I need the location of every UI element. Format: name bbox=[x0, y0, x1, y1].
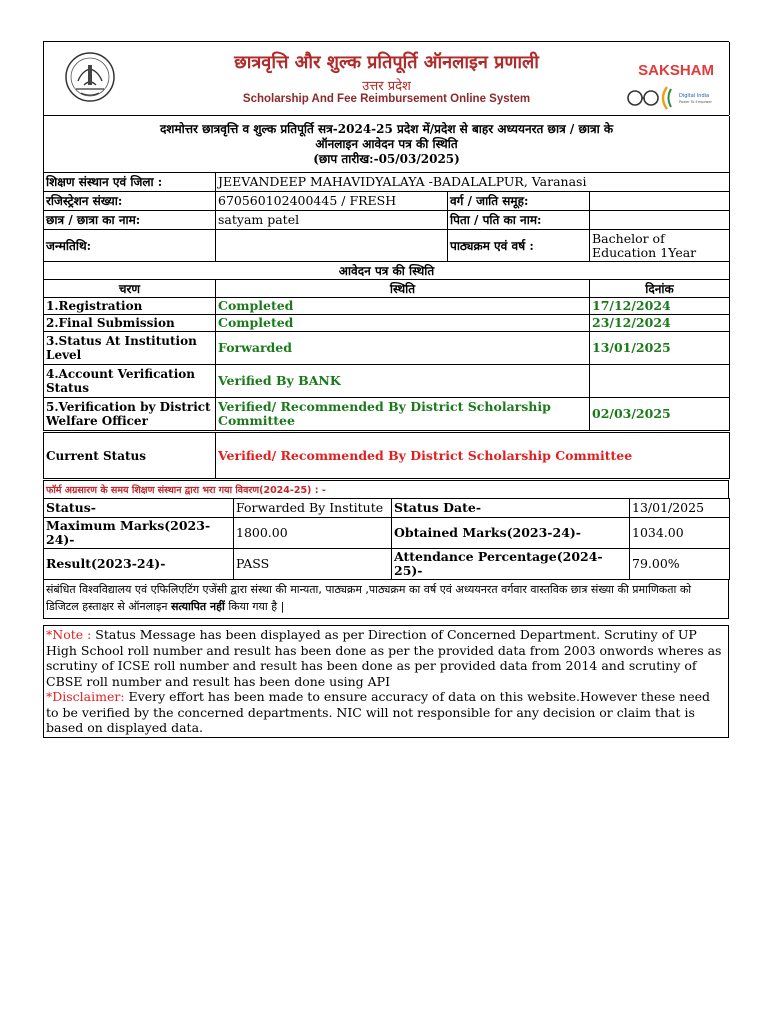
registration-value: 670560102400445 / FRESH bbox=[216, 192, 448, 211]
max-marks-value: 1800.00 bbox=[234, 518, 392, 549]
svg-text:Power To Empower: Power To Empower bbox=[679, 100, 712, 104]
stage-label: 4.Account Verification Status bbox=[44, 365, 216, 398]
category-value bbox=[590, 192, 730, 211]
stage-status: Verified By BANK bbox=[216, 365, 590, 398]
stage-status: Forwarded bbox=[216, 332, 590, 365]
stage-date bbox=[590, 365, 730, 398]
stage-label: 3.Status At Institution Level bbox=[44, 332, 216, 365]
institution-form-table bbox=[43, 498, 730, 580]
application-status-table bbox=[43, 116, 730, 479]
form-status-label: Status- bbox=[44, 499, 234, 518]
portal-title-english: Scholarship And Fee Reimbursement Online System bbox=[242, 93, 531, 105]
registration-label: रजिस्ट्रेशन संख्या: bbox=[44, 192, 216, 211]
svg-text:Digital India: Digital India bbox=[679, 93, 710, 99]
stage-date: 02/03/2025 bbox=[590, 398, 730, 432]
obtained-marks-value: 1034.00 bbox=[630, 518, 730, 549]
stage-date: 23/12/2024 bbox=[590, 315, 730, 332]
stage-status: Completed bbox=[216, 298, 590, 315]
saksham-brand: SAKSHAM bbox=[638, 62, 714, 79]
stage-label: 1.Registration bbox=[44, 298, 216, 315]
column-stage: चरण bbox=[44, 280, 216, 298]
print-date: (छाप तारीख:-05/03/2025) bbox=[313, 151, 460, 166]
dob-value bbox=[216, 230, 448, 262]
max-marks-label: Maximum Marks(2023-24)- bbox=[44, 518, 234, 549]
validity-statement: संबंधित विश्वविद्यालय एवं एफिलिएटिंग एजेंसी द्वारा संस्था की मान्यता, पाठ्यक्रम ,पाठ्यक्रम का वर्ष एवं अध्ययनरत वर्गवार वास्तविक छात्र संख्या की प्रमाणिकता को डिजिटल हस्ताक्षर से ऑनलाइन सत्यापित नहीं किया गया है | bbox=[43, 580, 729, 619]
note-text: Status Message has been displayed as per Direction of Concerned Department. Scrutiny of UP High School roll number and result has been done as per the provided data from 2003 onwords wheres as scrutiny of ICSE roll number and result has been done as per provided data from 2014 and scrutiny of CBSE roll number and result has been done using API bbox=[46, 627, 722, 689]
form-status-value: Forwarded By Institute bbox=[234, 499, 392, 518]
father-name-value bbox=[590, 211, 730, 230]
table-row bbox=[44, 398, 730, 432]
stage-date: 17/12/2024 bbox=[590, 298, 730, 315]
application-status-title: आवेदन पत्र की स्थिति bbox=[44, 262, 730, 280]
status-date-label: Status Date- bbox=[392, 499, 630, 518]
table-row bbox=[44, 315, 730, 332]
digital-india-logos-icon bbox=[625, 83, 715, 113]
column-date: दिनांक bbox=[590, 280, 730, 298]
page-header bbox=[43, 41, 729, 116]
column-status: स्थिति bbox=[216, 280, 590, 298]
disclaimer-paragraph bbox=[46, 689, 726, 736]
obtained-marks-label: Obtained Marks(2023-24)- bbox=[392, 518, 630, 549]
status-date-value: 13/01/2025 bbox=[630, 499, 730, 518]
institution-form-heading: फॉर्म अग्रसारण के समय शिक्षण संस्थान द्वारा भरा गया विवरण(2024-25) : - bbox=[43, 480, 729, 498]
attendance-value: 79.00% bbox=[630, 549, 730, 580]
not-verified-text: सत्यापित नहीं bbox=[170, 600, 225, 613]
status-heading: दशमोत्तर छात्रवृत्ति व शुल्क प्रतिपूर्ति सत्र-2024-25 प्रदेश में/प्रदेश से बाहर अध्ययनरत छात्र / छात्रा के ऑनलाइन आवेदन पत्र की स्थिति (छाप तारीख:-05/03/2025) bbox=[44, 116, 730, 173]
course-value: Bachelor of Education 1Year bbox=[590, 230, 730, 262]
current-status-value: Verified/ Recommended By District Scholarship Committee bbox=[216, 432, 730, 479]
status-report bbox=[43, 41, 729, 738]
disclaimer-tag: *Disclaimer: bbox=[46, 689, 125, 704]
table-row bbox=[44, 298, 730, 315]
table-row bbox=[44, 332, 730, 365]
father-name-label: पिता / पति का नाम: bbox=[448, 211, 590, 230]
student-name-label: छात्र / छात्रा का नाम: bbox=[44, 211, 216, 230]
notes-box bbox=[43, 625, 729, 738]
stage-label: 5.Verification by District Welfare Officer bbox=[44, 398, 216, 432]
note-paragraph bbox=[46, 627, 726, 689]
institution-value: JEEVANDEEP MAHAVIDYALAYA -BADALALPUR, Varanasi bbox=[216, 173, 730, 192]
current-status-label: Current Status bbox=[44, 432, 216, 479]
stage-status: Verified/ Recommended By District Scholarship Committee bbox=[216, 398, 590, 432]
course-label: पाठ्यक्रम एवं वर्ष : bbox=[448, 230, 590, 262]
result-value: PASS bbox=[234, 549, 392, 580]
note-tag: *Note : bbox=[46, 627, 92, 642]
stage-status: Completed bbox=[216, 315, 590, 332]
state-name: उत्तर प्रदेश bbox=[362, 79, 411, 94]
institution-label: शिक्षण संस्थान एवं जिला : bbox=[44, 173, 216, 192]
student-name-value: satyam patel bbox=[216, 211, 448, 230]
portal-title-hindi: छात्रवृत्ति और शुल्क प्रतिपूर्ति ऑनलाइन प्रणाली bbox=[234, 52, 539, 73]
table-row bbox=[44, 365, 730, 398]
dob-label: जन्मतिथि: bbox=[44, 230, 216, 262]
result-label: Result(2023-24)- bbox=[44, 549, 234, 580]
stage-date: 13/01/2025 bbox=[590, 332, 730, 365]
stage-label: 2.Final Submission bbox=[44, 315, 216, 332]
disclaimer-text: Every effort has been made to ensure accuracy of data on this website.However these need to be verified by the concerned departments. NIC will not responsible for any decision or claim that is based on displayed data. bbox=[46, 689, 711, 735]
attendance-label: Attendance Percentage(2024-25)- bbox=[392, 549, 630, 580]
category-label: वर्ग / जाति समूह: bbox=[448, 192, 590, 211]
